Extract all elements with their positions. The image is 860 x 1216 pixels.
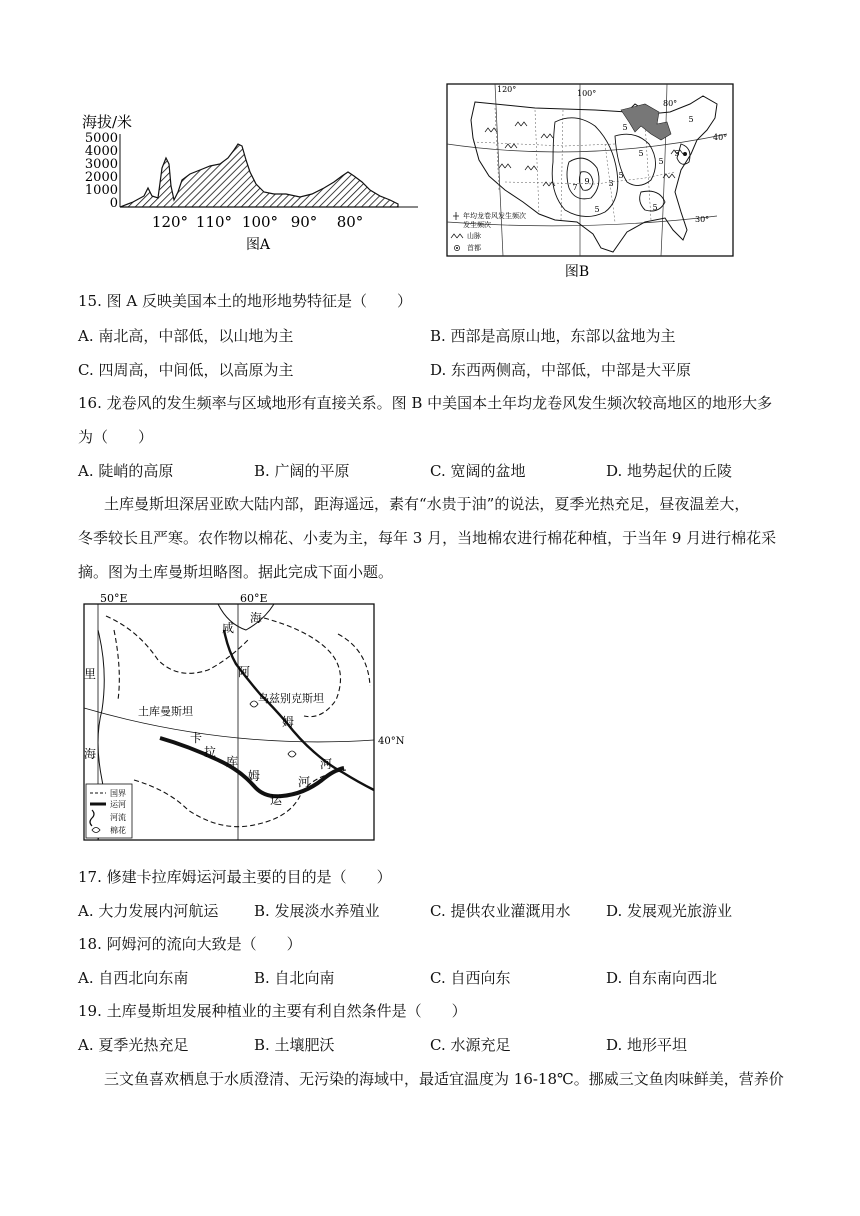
label-ku: 库 <box>226 755 239 769</box>
q19-option-b[interactable]: B. 土壤肥沃 <box>254 1036 335 1054</box>
q18-option-b[interactable]: B. 自北向南 <box>254 969 335 987</box>
q19-stem: 19. 土库曼斯坦发展种植业的主要有利自然条件是（ ） <box>78 1002 467 1020</box>
figure-a-y-ticks <box>85 131 118 211</box>
lat-40n: 40°N <box>378 736 405 747</box>
passage-turkmen-line2: 冬季较长且严寒。农作物以棉花、小麦为主，每年 3 月，当地棉农进行棉花种植，于当年 9 月进行棉花采 <box>78 529 777 547</box>
figure-b-map <box>445 82 735 282</box>
turkmenistan-map <box>78 590 405 850</box>
map-c-legend <box>86 784 132 838</box>
y-tick-5000: 5000 <box>84 131 118 146</box>
figure-a-x-ticks <box>152 213 363 231</box>
lon-60e: 60°E <box>240 592 268 605</box>
contour-label: 5 <box>674 149 680 158</box>
legend-river: 河流 <box>110 813 126 822</box>
label-mu2: 姆 <box>248 769 261 783</box>
label-turkmenistan: 土库曼斯坦 <box>138 705 193 718</box>
q19-option-a[interactable]: A. 夏季光热充足 <box>78 1036 189 1054</box>
legend-mountain: 山脉 <box>467 232 481 240</box>
label-uzbekistan: 乌兹别克斯坦 <box>258 692 324 705</box>
q17-stem: 17. 修建卡拉库姆运河最主要的目的是（ ） <box>78 868 392 886</box>
figure-b-caption: 图B <box>564 264 590 280</box>
lon-label-80: 80° <box>663 99 678 108</box>
q18-stem: 18. 阿姆河的流向大致是（ ） <box>78 935 302 953</box>
contour-label: 9 <box>584 177 590 186</box>
q15-option-d[interactable]: D. 东西两侧高，中部低，中部是大平原 <box>430 361 692 379</box>
y-tick-2000: 2000 <box>84 170 118 185</box>
lon-label-120: 120° <box>497 85 517 94</box>
label-hai-aral: 海 <box>250 611 263 625</box>
passage-turkmen-line1: 土库曼斯坦深居亚欧大陆内部，距海遥远，素有“水贵于油”的说法，夏季光热充足，昼夜温差大， <box>104 495 750 513</box>
x-tick-100: 100° <box>241 213 279 231</box>
figure-a-caption: 图A <box>245 237 271 253</box>
q18-option-c[interactable]: C. 自西向东 <box>430 969 511 987</box>
label-li: 里 <box>84 667 97 681</box>
figure-a-profile <box>78 108 428 258</box>
q19-option-d[interactable]: D. 地形平坦 <box>606 1036 688 1054</box>
legend-contour: 年均龙卷风发生频次 <box>463 212 526 220</box>
contour-label: 5 <box>594 205 600 214</box>
legend-canal: 运河 <box>110 800 126 809</box>
legend-capital: 首都 <box>467 244 481 252</box>
q16-stem-line1: 16. 龙卷风的发生频率与区域地形有直接关系。图 B 中美国本土年均龙卷风发生频次较高地区的地形大多 <box>78 394 773 412</box>
passage-turkmen-line3: 摘。图为土库曼斯坦略图。据此完成下面小题。 <box>78 563 394 581</box>
y-tick-4000: 4000 <box>84 144 118 159</box>
y-tick-0: 0 <box>109 196 118 211</box>
contour-label: 5 <box>658 157 664 166</box>
q15-option-c[interactable]: C. 四周高，中间低，以高原为主 <box>78 361 294 379</box>
x-tick-120: 120° <box>151 213 189 231</box>
label-yun: 运 <box>270 793 283 807</box>
contour-label: 7 <box>572 183 578 192</box>
legend-contour-2: 发生频次 <box>463 221 491 229</box>
lon-50e: 50°E <box>100 592 128 605</box>
q19-option-c[interactable]: C. 水源充足 <box>430 1036 511 1054</box>
terrain-profile <box>120 144 398 207</box>
label-hai-caspian: 海 <box>84 747 97 761</box>
q16-option-d[interactable]: D. 地势起伏的丘陵 <box>606 462 733 480</box>
contour-label: 5 <box>622 123 628 132</box>
contour-label: 5 <box>618 171 624 180</box>
x-tick-110: 110° <box>195 213 233 231</box>
label-mu1: 姆 <box>282 715 295 729</box>
q16-option-b[interactable]: B. 广阔的平原 <box>254 462 350 480</box>
x-tick-80: 80° <box>336 213 364 231</box>
passage-salmon-line1: 三文鱼喜欢栖息于水质澄清、无污染的海域中，最适宜温度为 16-18℃。挪威三文鱼肉味鲜美，营养价 <box>104 1070 784 1088</box>
lon-label-100: 100° <box>577 89 597 98</box>
label-xian: 咸 <box>222 621 235 635</box>
contour-label: 5 <box>638 149 644 158</box>
contour-label: 5 <box>652 203 658 212</box>
q16-stem-line2: 为（ ） <box>78 428 154 446</box>
y-tick-1000: 1000 <box>84 183 118 198</box>
label-la: 拉 <box>204 745 217 759</box>
q17-option-a[interactable]: A. 大力发展内河航运 <box>78 902 219 920</box>
q15-stem: 15. 图 A 反映美国本土的地形地势特征是（ ） <box>78 292 412 310</box>
capital-marker <box>683 152 687 156</box>
q15-option-b[interactable]: B. 西部是高原山地，东部以盆地为主 <box>430 327 676 345</box>
contour-label: 5 <box>688 115 694 124</box>
q15-option-a[interactable]: A. 南北高，中部低，以山地为主 <box>78 327 294 345</box>
q17-option-d[interactable]: D. 发展观光旅游业 <box>606 902 733 920</box>
q18-option-d[interactable]: D. 自东南向西北 <box>606 969 718 987</box>
label-he2: 河 <box>298 775 311 789</box>
q18-option-a[interactable]: A. 自西北向东南 <box>78 969 189 987</box>
label-a: 阿 <box>238 665 251 679</box>
x-tick-90: 90° <box>290 213 318 231</box>
lat-label-30: 30° <box>695 215 710 224</box>
figure-a-y-title: 海拔/米 <box>82 113 133 131</box>
legend-cotton: 棉花 <box>110 826 126 835</box>
q16-option-c[interactable]: C. 宽阔的盆地 <box>430 462 526 480</box>
q16-option-a[interactable]: A. 陡峭的高原 <box>78 462 174 480</box>
legend-border: 国界 <box>110 789 126 798</box>
label-ka: 卡 <box>190 731 203 745</box>
q17-option-b[interactable]: B. 发展淡水养殖业 <box>254 902 380 920</box>
q17-option-c[interactable]: C. 提供农业灌溉用水 <box>430 902 571 920</box>
contour-label: 3 <box>608 179 614 188</box>
lat-label-40: 40° <box>713 133 728 142</box>
y-tick-3000: 3000 <box>84 157 118 172</box>
label-he1: 河 <box>320 757 333 771</box>
